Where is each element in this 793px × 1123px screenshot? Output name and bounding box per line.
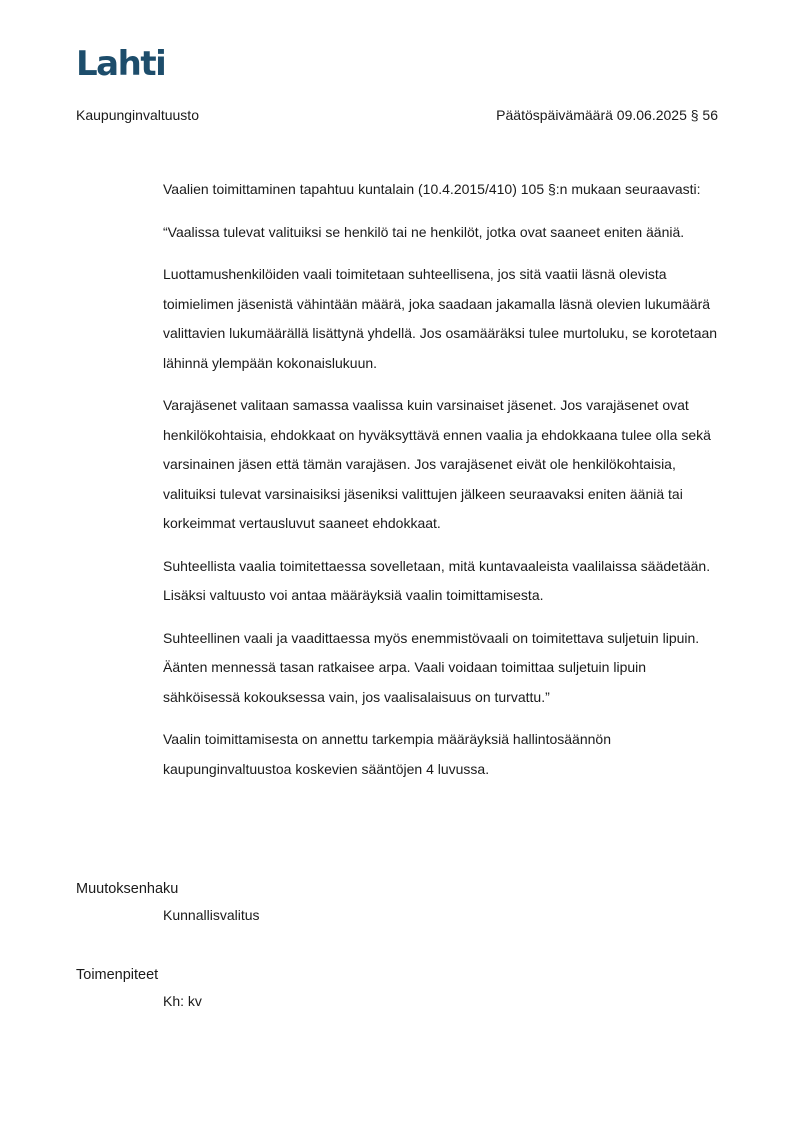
paragraph: Suhteellinen vaali ja vaadittaessa myös enemmistövaali on toimitettava suljetuin lipuin. Äänten mennessä tasan ratkaisee arpa. Vaali voidaan toimittaa suljetuin lipuin sähköisessä kokouksessa vain, jos vaalisalaisuus on turvattu.” xyxy=(163,629,700,705)
decision-text xyxy=(163,175,723,797)
body-name: Kaupunginvaltuusto xyxy=(76,107,199,123)
appeal-heading: Muutoksenhaku xyxy=(76,881,179,897)
paragraph: Luottamushenkilöiden vaali toimitetaan suhteellisena, jos sitä vaatii läsnä olevista toimielimen jäsenistä vähintään määrä, joka saadaan jakamalla läsnä olevien lukumäärä valittavien lukumäärällä lisättynä yhdellä. Jos osamääräksi tulee murtoluku, se korotetaan lähinnä ylempään kokonaislukuun. xyxy=(163,266,718,371)
actions-heading: Toimenpiteet xyxy=(76,967,159,983)
appeal-value: Kunnallisvalitus xyxy=(163,907,260,923)
paragraph: Varajäsenet valitaan samassa vaalissa kuin varsinaiset jäsenet. Jos varajäsenet ovat henkilökohtaisia, ehdokkaat on hyväksyttävä ennen vaalia ja ehdokkaana tulee olla sekä varsinainen jäsen että tämän varajäsen. Jos varajäsenet eivät ole henkilökohtaisia, valituiksi tulevat varsinaisiksi jäseniksi valittujen jälkeen seuraavaksi eniten ääniä tai korkeimmat vertausluvut saaneet ehdokkaat. xyxy=(163,397,711,531)
actions-value: Kh: kv xyxy=(163,993,202,1009)
paragraph: Vaalien toimittaminen tapahtuu kuntalain (10.4.2015/410) 105 §:n mukaan seuraavasti: xyxy=(163,181,701,197)
paragraph: “Vaalissa tulevat valituiksi se henkilö tai ne henkilöt, jotka ovat saaneet eniten ääniä. xyxy=(163,223,685,240)
decision-date: Päätöspäivämäärä 09.06.2025 § 56 xyxy=(496,107,718,123)
paragraph: Suhteellista vaalia toimitettaessa sovelletaan, mitä kuntavaaleista vaalilaissa säädetään. Lisäksi valtuusto voi antaa määräyksiä vaalin toimittamisesta. xyxy=(163,557,711,603)
paragraph: Vaalin toimittamisesta on annettu tarkempia määräyksiä hallintosäännön kaupunginvaltuustoa koskevien sääntöjen 4 luvussa. xyxy=(163,731,611,777)
lahti-logo: Lahti xyxy=(76,44,166,84)
